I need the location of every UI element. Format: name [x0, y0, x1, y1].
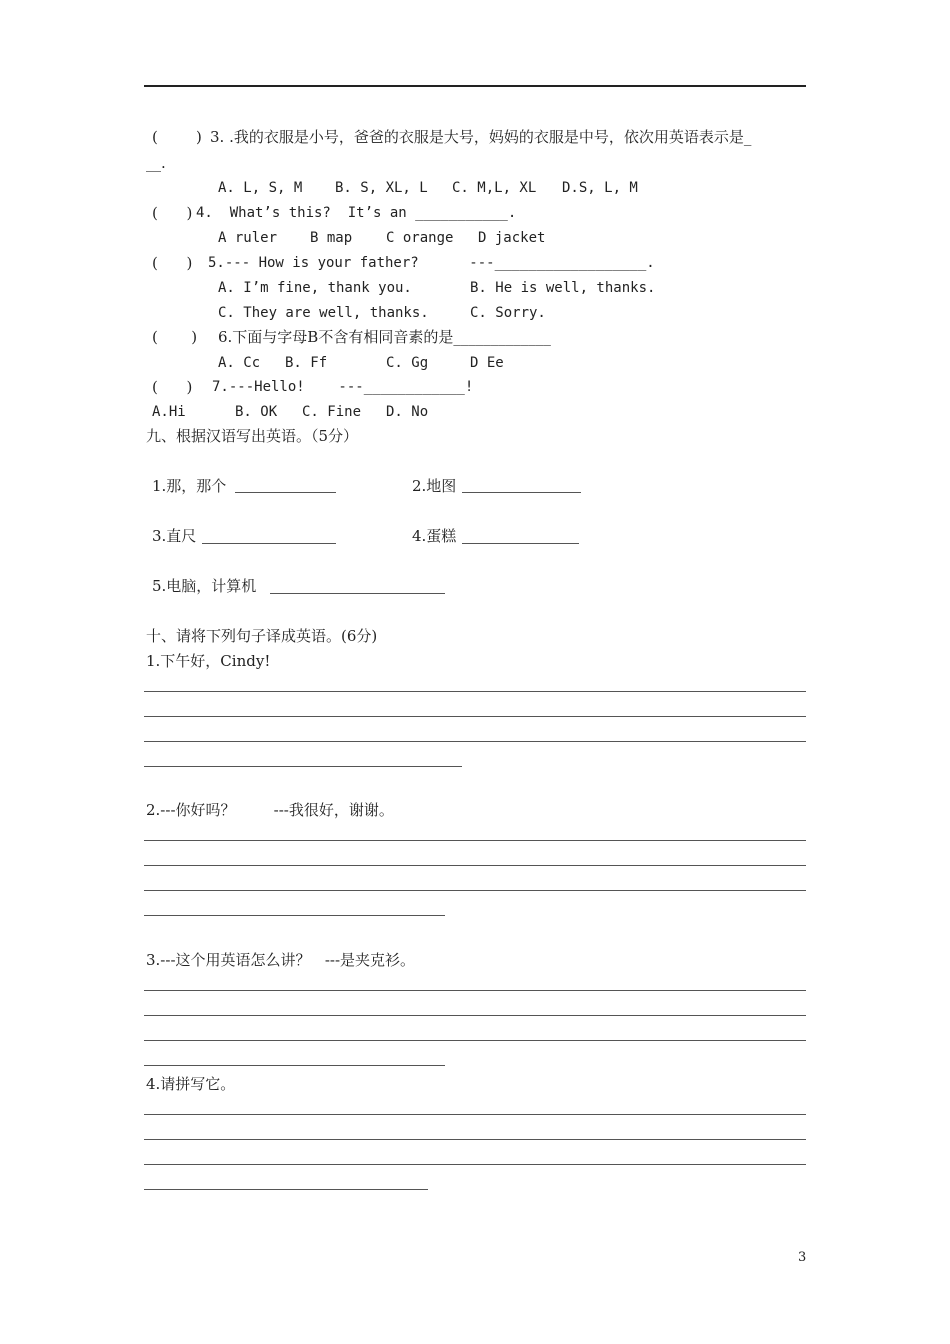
s10-item-1: 1.下午好，Cindy! [146, 652, 271, 670]
q7-option-c: C. Fine [302, 404, 362, 420]
q7-option-a: A.Hi [152, 404, 186, 420]
s10-item-2-line-3[interactable] [144, 890, 806, 891]
s10-item-3-line-2[interactable] [144, 1015, 806, 1016]
page-number: 3 [798, 1250, 807, 1265]
question-4-paren: ( ) [152, 204, 193, 222]
s10-item-3: 3.---这个用英语怎么讲？ ---是夹克衫。 [146, 951, 416, 969]
q6-option-d: D Ee [470, 355, 504, 371]
s10-item-4-line-2[interactable] [144, 1139, 806, 1140]
section-10-title: 十、请将下列句子译成英语。(6分) [146, 627, 378, 645]
question-6-stem: 6.下面与字母B不含有相同音素的是_____________ [218, 328, 551, 346]
s10-item-1-line-3[interactable] [144, 741, 806, 742]
question-3-stem-cont: __. [146, 154, 166, 172]
header-rule [144, 85, 806, 87]
q4-option-b: B map [310, 230, 353, 246]
q6-option-a: A. Cc [218, 355, 261, 371]
s10-item-3-line-3[interactable] [144, 1040, 806, 1041]
q3-option-c: C. M,L, XL [452, 180, 537, 196]
q4-option-a: A ruler [218, 230, 278, 246]
s10-item-2-line-4[interactable] [144, 915, 445, 916]
question-3-paren: ( ) [152, 128, 202, 146]
q7-option-d: D. No [386, 404, 429, 420]
question-7-paren: ( ) [152, 378, 193, 396]
s9-item-2-label: 2.地图 [412, 477, 457, 495]
question-5-stem: 5.--- How is your father? ---__________________. [208, 255, 655, 271]
q4-option-c: C orange [386, 230, 454, 246]
q3-option-b: B. S, XL, L [335, 180, 428, 196]
s10-item-2-line-2[interactable] [144, 865, 806, 866]
q5-option-d: C. Sorry. [470, 305, 546, 321]
s10-item-4-line-1[interactable] [144, 1114, 806, 1115]
s9-item-2-blank[interactable] [462, 492, 581, 493]
q3-option-d: D.S, L, M [562, 180, 638, 196]
question-4-stem: 4. What’s this? It’s an ___________. [196, 205, 517, 221]
s10-item-2: 2.---你好吗？ ---我很好，谢谢。 [146, 801, 394, 819]
question-6-paren: ( ) [152, 328, 198, 346]
q5-option-b: B. He is well, thanks. [470, 280, 656, 296]
s9-item-3-label: 3.直尺 [152, 527, 197, 545]
s10-item-1-line-2[interactable] [144, 716, 806, 717]
s10-item-4-line-4[interactable] [144, 1189, 428, 1190]
s10-item-4: 4.请拼写它。 [146, 1075, 236, 1093]
s9-item-5-blank[interactable] [270, 593, 445, 594]
question-5-paren: ( ) [152, 254, 193, 272]
s10-item-1-line-4[interactable] [144, 766, 462, 767]
question-7-stem: 7.---Hello! ---____________! [212, 379, 474, 395]
s10-item-3-line-1[interactable] [144, 990, 806, 991]
q6-option-c: C. Gg [386, 355, 429, 371]
s10-item-3-line-4[interactable] [144, 1065, 445, 1066]
s9-item-5-label: 5.电脑，计算机 [152, 577, 257, 595]
q7-option-b: B. OK [235, 404, 278, 420]
s9-item-4-blank[interactable] [462, 543, 579, 544]
q4-option-d: D jacket [478, 230, 546, 246]
s10-item-4-line-3[interactable] [144, 1164, 806, 1165]
s10-item-1-line-1[interactable] [144, 691, 806, 692]
q3-option-a: A. L, S, M [218, 180, 303, 196]
question-3-stem: 3. .我的衣服是小号，爸爸的衣服是大号，妈妈的衣服是中号，依次用英语表示是_ [210, 128, 752, 146]
s9-item-1-label: 1.那，那个 [152, 477, 227, 495]
q6-option-b: B. Ff [285, 355, 328, 371]
s9-item-1-blank[interactable] [235, 492, 336, 493]
s10-item-2-line-1[interactable] [144, 840, 806, 841]
s9-item-3-blank[interactable] [202, 543, 336, 544]
s9-item-4-label: 4.蛋糕 [412, 527, 457, 545]
q5-option-c: C. They are well, thanks. [218, 305, 429, 321]
section-9-title: 九、根据汉语写出英语。（5分） [146, 427, 359, 445]
q5-option-a: A. I’m fine, thank you. [218, 280, 412, 296]
